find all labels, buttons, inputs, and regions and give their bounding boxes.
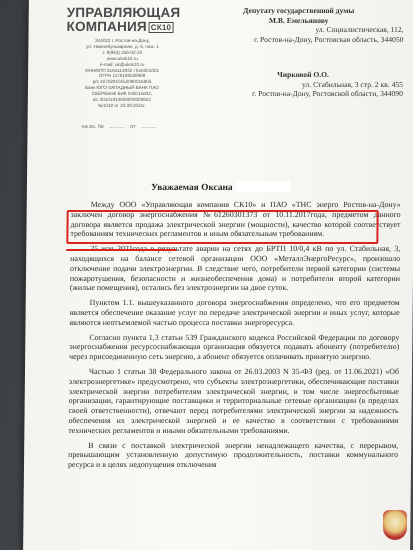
letterhead-line: к/с 30101810600000000602 — [92, 97, 151, 103]
letterhead-line: 344022 г. Ростов-на-Дону, — [95, 38, 150, 43]
letter-body — [68, 200, 401, 475]
letterhead-line: т. 8(863) 256-02-20 — [102, 49, 143, 55]
highlighted-text: предметом данного договора является продажа электрической энергии (мощности), качество которой соответствует требованиям технических регламентов и иным обязательным требованиям. — [70, 209, 401, 239]
addressee-street: ул. Социалистическая, 112, — [315, 25, 404, 35]
paragraph-consequence: В связи с поставкой электрической энергии ненадлежащего качества, с перерывом, превышающим установленную допустимую продолжительность, поставки коммунального ресурса и в целях недопущения отключения — [67, 440, 399, 470]
letterhead-line: www.uksk10.ru — [106, 55, 138, 61]
letterhead-line: №1018 от 23.09.2021г. — [97, 102, 146, 108]
paragraph-outage: 25 мая 2021года в результате аварии на сетях до БРТП 10/0,4 кВ по ул. Стабильная, 3, находящихся на балансе сетевой организации ООО «МеталлЭнергоРесурс», произошло отключение подачи электроэнергии. В следствие чего, потребители первой категории (системы пожаротушения, безопасности и жизнеобеспечения дома) и потребители второй категории (жилые помещения), остались без электроэнергии на двое суток. — [69, 244, 401, 293]
incoming-number-label: на вх. № — [81, 124, 104, 130]
paragraph-contract — [70, 200, 400, 239]
logo-line2: КОМПАНИЯ — [66, 19, 147, 34]
letter-page — [23, 0, 413, 550]
addressee-city: г. Ростов-на-Дону, Ростовская область, 344050 — [253, 34, 404, 44]
redaction-block — [236, 181, 290, 192]
paragraph-clause: Пунктом 1.1. вышеуказанного договора энергоснабжения определено, что его предметом является обеспечение оказание услуг по передаче электрической энергии и иных услуг, которые являются неотъемлемой частью процесса поставки энергоресурса. — [69, 298, 400, 327]
company-logo — [67, 6, 179, 34]
addressee-deputy — [193, 6, 403, 44]
salutation-text: Уважаемая Оксана — [151, 183, 233, 193]
paragraph-civil-code: Согласно пункта 1,3 статьи 539 Гражданского кодекса Российской Федерации по договору энергоснабжения ресурсоснабжающая организация обязуется подавать абоненту (потребителю) через присоединенную сеть энергию, а абонент обязуется оплачивать принятую энергию. — [69, 332, 400, 362]
paragraph-federal-law: Частью 1 статьи 38 Федерального закона от 26.03.2003 N 35-ФЗ (ред. от 11.06.2021) «Об электроэнергетике» предусмотрено, что субъекты электроэнергетики, обеспечивающие поставки электрической энергии потребителям электрической энергии, в том числе энергосбытовые организации, гарантирующие поставщики и территориальные сетевые организации (в пределах своей ответственности), отвечают перед потребителями электрической энергии за надежность обеспечения их электрической энергией и ее качество в соответствии с требованиями технических регламентов и иными обязательными требованиями. — [68, 366, 400, 435]
letterhead-line: р/с 40702810552090016905 — [92, 79, 152, 85]
logo-box: СК10 — [149, 22, 173, 33]
letterhead — [66, 6, 179, 109]
letterhead-line: ул. Нижнебульварная, д. 6, пом. 1 — [86, 43, 159, 49]
addressee-name: Чирковой О.О. — [277, 70, 330, 79]
logo-line1: УПРАВЛЯЮЩАЯ — [66, 5, 181, 20]
addressee-title: Депутату государственной думы — [243, 6, 355, 15]
incoming-ref: на вх. № .......... от .......... — [81, 124, 157, 130]
incoming-date-label: от — [130, 124, 136, 130]
letterhead-line: СБЕРБАНК БИК 046015602, — [91, 91, 153, 97]
addressee-street: ул. Стабильная, 3 стр. 2 кв. 455 — [302, 79, 404, 89]
letterhead-line: e-mail: uk@uksk10.ru — [99, 61, 145, 67]
letterhead-line: ОГРН 1176196028968 — [98, 73, 146, 79]
red-underline — [66, 249, 176, 251]
addressee-city: г. Ростов-на-Дону, Ростовской области, 344090 — [252, 89, 403, 99]
contract-text: Между ООО «Управляющая компания СК10» и ПАО «ТНС энерго Ростов-на-Дону» заключен договор энергоснабжения №61260301373 от 10.11.2017года, — [70, 200, 401, 219]
addressee-name: М.В. Емельянову — [268, 15, 329, 25]
salutation — [27, 181, 413, 193]
letterhead-line: Банк ЮГО-ЗАПАДНЫЙ БАНК ПАО — [85, 85, 159, 91]
watermark-emblem — [383, 510, 407, 540]
letterhead-line: ИНН/КПП 6164114832 / 616301001 — [85, 67, 160, 73]
addressee-resident — [203, 70, 403, 99]
letterhead-details — [66, 38, 179, 109]
